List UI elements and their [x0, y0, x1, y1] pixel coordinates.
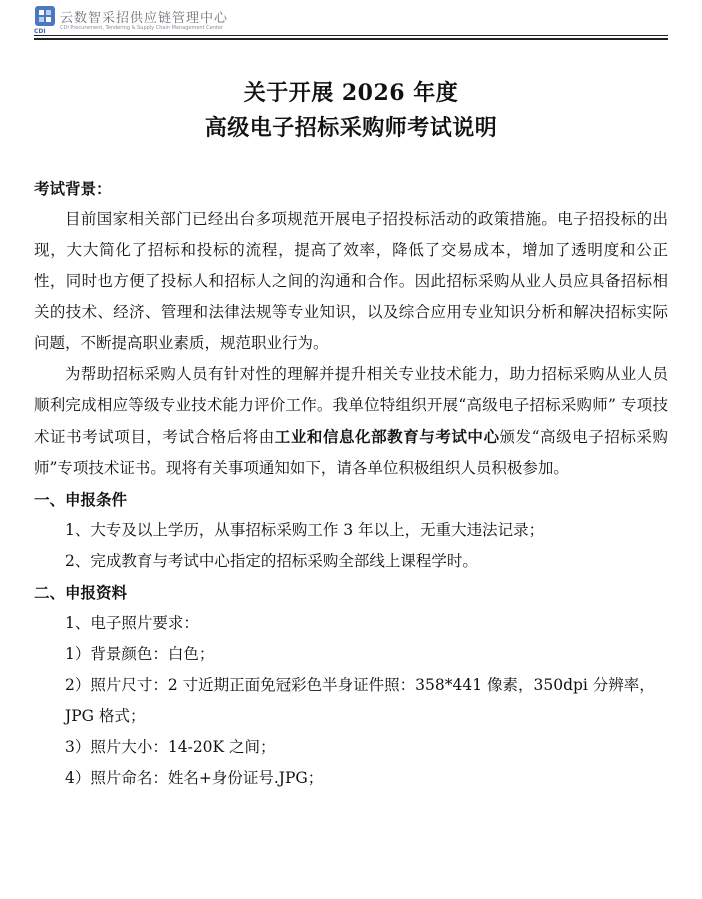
section-1-heading: 一、申报条件: [34, 490, 128, 509]
background-heading: 考试背景：: [34, 179, 112, 198]
header-rule-thin: [34, 35, 668, 36]
logo-title: 云数智采招供应链管理中心: [60, 11, 229, 26]
logo-icon: [34, 4, 56, 28]
header-rule-thick: [34, 38, 668, 40]
page-header: [34, 4, 668, 34]
photo-requirement: 4）照片命名：姓名+身份证号.JPG；: [65, 769, 324, 787]
logo-subtitle: CDI Procurement, Tendering & Supply Chain Management Center: [60, 25, 223, 31]
issuing-authority: 工业和信息化部教育与考试中心: [274, 427, 500, 446]
section-1-item: 2、完成教育与考试中心指定的招标采购全部线上课程学时。: [65, 552, 478, 570]
section-2-heading: 二、申报资料: [34, 583, 128, 602]
title-line-2: 高级电子招标采购师考试说明: [204, 115, 498, 141]
background-paragraph-2: [34, 359, 668, 484]
photo-requirement: 1）背景颜色：白色；: [65, 645, 215, 663]
logo-abbr: CDI: [34, 28, 46, 35]
paragraph-2-text-a: 为帮助招标采购人员有针对性的理解并提升相关专业技术能力，助力招标采购从业人员顺利完成相应等级专业技术能力评价工作。我单位特组织开展“高级电子招标采购师” 专项技术证书考试项目，考试合格后将由: [34, 365, 668, 446]
title-line-1: 关于开展 2026 年度: [243, 80, 459, 106]
background-paragraph-1: 目前国家相关部门已经出台多项规范开展电子招投标活动的政策措施。电子招投标的出现，大大简化了招标和投标的流程，提高了效率，降低了交易成本，增加了透明度和公正性，同时也方便了投标人和招标人之间的沟通和合作。因此招标采购从业人员应具备招标相关的技术、经济、管理和法律法规等专业知识，以及综合应用专业知识分析和解决招标实际问题，不断提高职业素质，规范职业行为。: [34, 210, 668, 352]
photo-requirement: 3）照片大小：14-20K 之间；: [65, 738, 276, 756]
photo-requirement: 2）照片尺寸：2 寸近期正面免冠彩色半身证件照：358*441 像素，350dpi 分辨率，JPG 格式；: [65, 676, 655, 725]
section-1-item: 1、大专及以上学历，从事招标采购工作 3 年以上，无重大违法记录；: [65, 521, 545, 539]
paragraph-2-text-b: 颁发“高级电子招标采购师”专项技术证书。现将有关事项通知如下，请各单位积极组织人员积极参加。: [34, 428, 668, 477]
document-body: [34, 173, 668, 794]
section-2-subheading: 1、电子照片要求：: [65, 614, 199, 632]
